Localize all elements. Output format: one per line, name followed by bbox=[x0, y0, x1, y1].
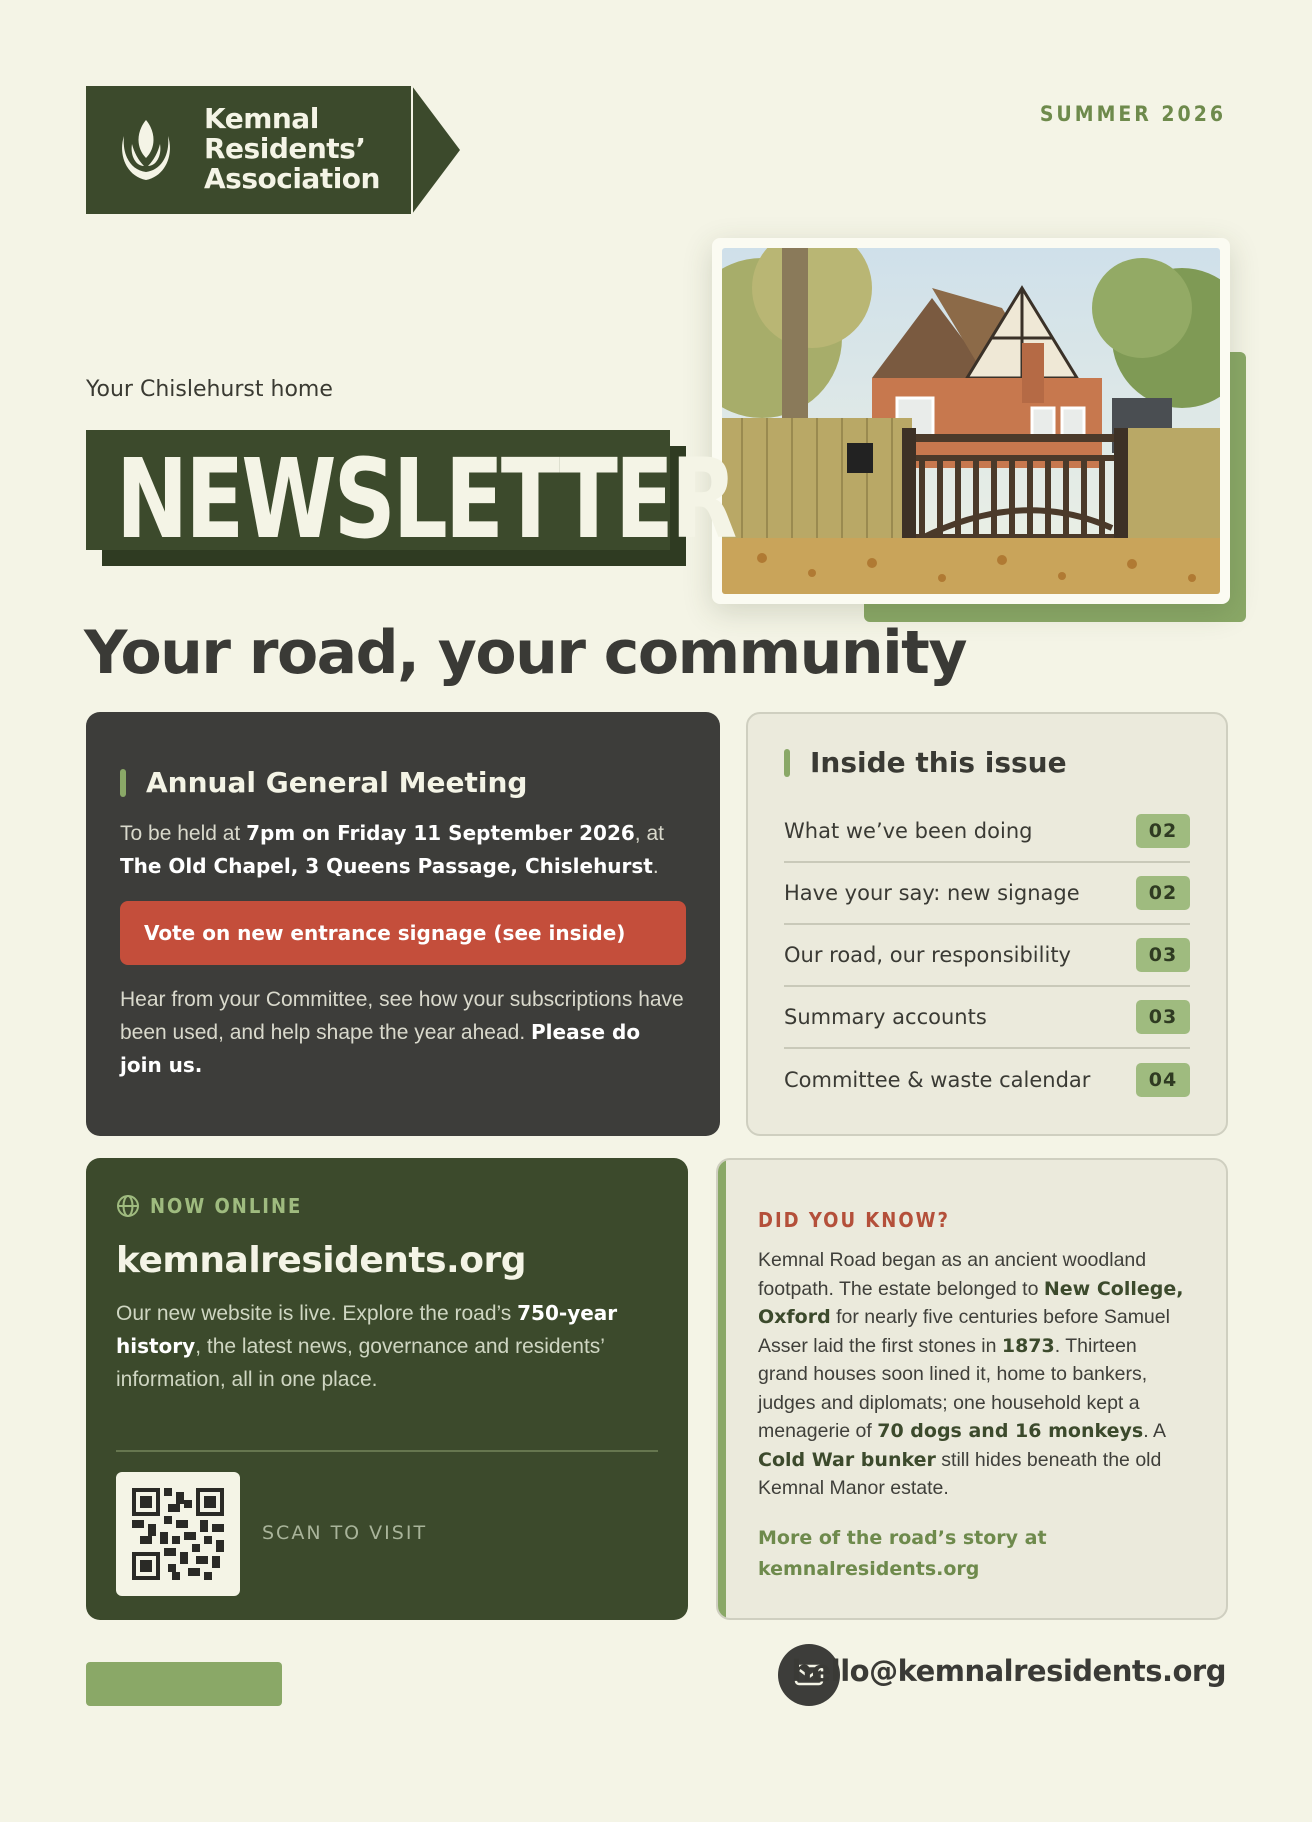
contents-item[interactable]: Our road, our responsibility 03 bbox=[784, 925, 1190, 987]
org-name: Kemnal Residents’ Association bbox=[204, 102, 380, 195]
contents-item[interactable]: What we’ve been doing 02 bbox=[784, 801, 1190, 863]
masthead-title: NEWSLETTER bbox=[116, 435, 735, 564]
agm-venue: The Old Chapel, 3 Queens Passage, Chislehurst bbox=[120, 854, 653, 878]
page-badge: 04 bbox=[1136, 1063, 1190, 1097]
page-badge: 02 bbox=[1136, 876, 1190, 910]
did-you-know-tag: DID YOU KNOW? bbox=[758, 1208, 950, 1232]
did-you-know-text: Kemnal Road began as an ancient woodland footpath. The estate belonged to New College, Oxford for nearly five centuries before Samuel Asser laid the first stones in 1873. Thirteen grand houses soon lined it, home to bankers, judges and diplomats; one household kept a menagerie of 70 dogs and 16 monkeys. A Cold War bunker still hides beneath the old Kemnal Manor estate. bbox=[758, 1249, 1184, 1499]
issue-title: Inside this issue bbox=[784, 746, 1190, 779]
contents-list bbox=[784, 801, 1190, 1111]
page-badge: 03 bbox=[1136, 938, 1190, 972]
leaf-logo-icon bbox=[114, 114, 178, 186]
house-photo bbox=[712, 238, 1230, 604]
more-story-link[interactable]: More of the road’s story at kemnalresidents.org bbox=[758, 1526, 1047, 1580]
scan-label: SCAN TO VISIT bbox=[262, 1522, 428, 1544]
did-you-know-card bbox=[716, 1158, 1228, 1620]
divider bbox=[116, 1450, 658, 1452]
agm-time: 7pm on Friday 11 September 2026 bbox=[246, 821, 635, 845]
agm-title: Annual General Meeting bbox=[120, 766, 686, 799]
qr-code[interactable] bbox=[116, 1472, 240, 1596]
house-illustration bbox=[722, 248, 1220, 594]
vote-signage-button[interactable]: Vote on new entrance signage (see inside) bbox=[120, 901, 686, 965]
website-card bbox=[86, 1158, 688, 1620]
footer-accent-bar bbox=[86, 1662, 282, 1706]
inside-this-issue bbox=[746, 712, 1228, 1136]
association-logo bbox=[86, 86, 460, 214]
page-badge: 02 bbox=[1136, 814, 1190, 848]
globe-icon bbox=[116, 1194, 140, 1218]
masthead-kicker: Your Chislehurst home bbox=[86, 377, 333, 402]
page-headline: Your road, your community bbox=[84, 618, 966, 688]
website-link[interactable]: kemnalresidents.org bbox=[116, 1240, 526, 1281]
page-badge: 03 bbox=[1136, 1000, 1190, 1034]
contact-email[interactable]: hello@kemnalresidents.org bbox=[791, 1654, 1226, 1688]
agm-details: To be held at 7pm on Friday 11 September 2026, at The Old Chapel, 3 Queens Passage, Chislehurst. bbox=[120, 821, 664, 878]
agm-body: Hear from your Committee, see how your subscriptions have been used, and help shape the year ahead. Please do join us. bbox=[120, 988, 684, 1077]
issue-season: SUMMER 2026 bbox=[1039, 102, 1226, 126]
agm-card bbox=[86, 712, 720, 1136]
contents-item[interactable]: Have your say: new signage 02 bbox=[784, 863, 1190, 925]
contents-item[interactable]: Summary accounts 03 bbox=[784, 987, 1190, 1049]
now-online-tag: NOW ONLINE bbox=[116, 1194, 658, 1218]
qr-code-graphic bbox=[132, 1488, 224, 1580]
newsletter-masthead bbox=[86, 430, 735, 564]
contents-item[interactable]: Committee & waste calendar 04 bbox=[784, 1049, 1190, 1111]
website-description: Our new website is live. Explore the road’s 750-year history, the latest news, governance and residents’ information, all in one place. bbox=[116, 1301, 618, 1391]
